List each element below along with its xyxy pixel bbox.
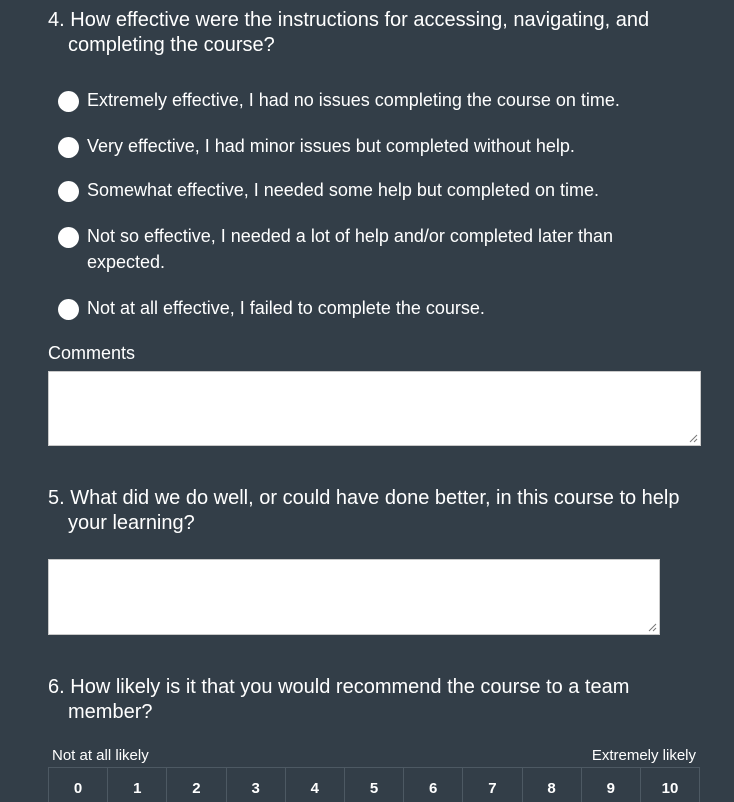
- scale-option-7[interactable]: 7: [463, 768, 522, 802]
- option-label-line1: Not so effective, I needed a lot of help and/or completed later than: [87, 226, 614, 246]
- scale-option-4[interactable]: 4: [286, 768, 345, 802]
- scale-option-2[interactable]: 2: [167, 768, 226, 802]
- radio-button[interactable]: [58, 91, 79, 112]
- resize-grip-icon[interactable]: [689, 434, 698, 443]
- option-label: Very effective, I had minor issues but completed without help.: [87, 136, 575, 156]
- scale-option-5[interactable]: 5: [345, 768, 404, 802]
- question-5-title: [48, 486, 714, 536]
- q4-option-very-effective[interactable]: [58, 137, 674, 159]
- question-4-number: 4.: [48, 9, 65, 31]
- resize-grip-icon[interactable]: [648, 623, 657, 632]
- q4-option-extremely-effective[interactable]: [58, 91, 674, 113]
- q4-comments-textarea[interactable]: [48, 371, 701, 446]
- question-6-text-line2: member?: [68, 701, 153, 723]
- question-5-number: 5.: [48, 487, 65, 509]
- question-4-text-line2: completing the course?: [68, 34, 275, 56]
- question-5-text-line1: What did we do well, or could have done better, in this course to help: [70, 487, 680, 509]
- q5-answer-textarea[interactable]: [48, 559, 660, 635]
- scale-high-label: Extremely likely: [591, 747, 696, 764]
- q4-option-not-at-all-effective[interactable]: [58, 299, 674, 321]
- question-6-number: 6.: [48, 676, 65, 698]
- option-label: Somewhat effective, I needed some help but completed on time.: [87, 180, 599, 200]
- radio-button[interactable]: [58, 181, 79, 202]
- scale-option-6[interactable]: 6: [404, 768, 463, 802]
- scale-low-label: Not at all likely: [52, 747, 149, 764]
- question-6-title: [48, 675, 714, 725]
- option-label: [87, 223, 613, 275]
- option-label: Not at all effective, I failed to complete the course.: [87, 298, 485, 318]
- scale-option-10[interactable]: 10: [661, 780, 679, 797]
- scale-option-0[interactable]: 0: [49, 768, 108, 802]
- option-label-line2: expected.: [87, 252, 166, 272]
- scale-option-9[interactable]: 9: [582, 768, 641, 802]
- scale-option-1[interactable]: 1: [108, 768, 167, 802]
- question-5-text-line2: your learning?: [68, 512, 195, 534]
- question-4-title: [48, 8, 714, 58]
- question-6-text-line1: How likely is it that you would recommend the course to a team: [70, 676, 630, 698]
- scale-option-3[interactable]: 3: [227, 768, 286, 802]
- q4-option-not-so-effective[interactable]: [58, 227, 674, 275]
- radio-button[interactable]: [58, 299, 79, 320]
- radio-button[interactable]: [58, 137, 79, 158]
- radio-button[interactable]: [58, 227, 79, 248]
- recommend-scale: [48, 767, 700, 802]
- comments-label: Comments: [48, 343, 136, 363]
- scale-option-8[interactable]: 8: [523, 768, 582, 802]
- option-label: Extremely effective, I had no issues completing the course on time.: [87, 90, 620, 110]
- q4-option-somewhat-effective[interactable]: [58, 181, 674, 203]
- question-4-text-line1: How effective were the instructions for accessing, navigating, and: [70, 9, 650, 31]
